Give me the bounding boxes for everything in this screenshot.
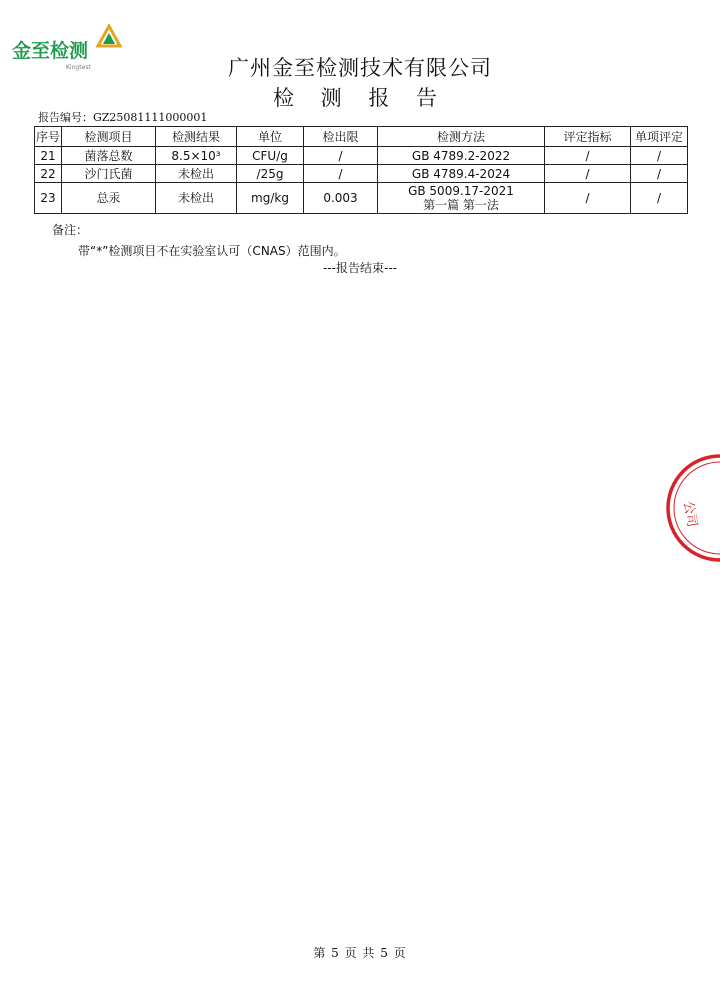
cell-result: 未检出 [156,165,237,183]
cell-no: 22 [35,165,62,183]
header-item: 检测项目 [62,127,156,147]
header-no: 序号 [35,127,62,147]
cell-result: 未检出 [156,183,237,214]
cell-index: / [545,147,631,165]
cell-no: 21 [35,147,62,165]
cell-method [378,183,545,214]
header-method: 检测方法 [378,127,545,147]
notes-label: 备注： [52,223,89,237]
cell-limit: / [304,165,378,183]
logo-sub-text: Kingtest [66,64,91,71]
header-unit: 单位 [237,127,304,147]
header-result: 检测结果 [156,127,237,147]
cell-result: 8.5×10³ [156,147,237,165]
company-name: 广州金至检测技术有限公司 [228,56,492,80]
report-end-mark: ---报告结束--- [323,261,397,275]
cell-unit: mg/kg [237,183,304,214]
cell-no: 23 [35,183,62,214]
logo-brand-text: 金至检测 [12,40,89,62]
header-limit: 检出限 [304,127,378,147]
header-verdict: 单项评定 [631,127,688,147]
cell-method: GB 4789.4-2024 [378,165,545,183]
method-line-1: GB 5009.17-2021 [408,184,514,198]
results-table [34,126,688,214]
method-line-2: 第一篇 第一法 [423,198,499,212]
page-number: 第 5 页 共 5 页 [313,946,407,960]
table-row [35,165,688,183]
cell-verdict: / [631,165,688,183]
report-title: 检 测 报 告 [272,86,448,110]
cell-item: 菌落总数 [62,147,156,165]
cell-method: GB 4789.2-2022 [378,147,545,165]
cell-index: / [545,183,631,214]
report-number: 报告编号：GZ25081111000001 [38,111,208,124]
cell-verdict: / [631,183,688,214]
cell-unit: CFU/g [237,147,304,165]
cell-limit: 0.003 [304,183,378,214]
table-row [35,183,688,214]
seal-text: 公司 [680,500,700,529]
cell-verdict: / [631,147,688,165]
company-seal-stamp [662,452,720,564]
table-header-row [35,127,688,147]
cell-unit: /25g [237,165,304,183]
notes-text: 带“*”检测项目不在实验室认可（CNAS）范围内。 [78,244,346,258]
cell-item: 总汞 [62,183,156,214]
header-index: 评定指标 [545,127,631,147]
logo-triangle-icon [96,24,122,50]
table-row [35,147,688,165]
cell-limit: / [304,147,378,165]
cell-item: 沙门氏菌 [62,165,156,183]
cell-index: / [545,165,631,183]
